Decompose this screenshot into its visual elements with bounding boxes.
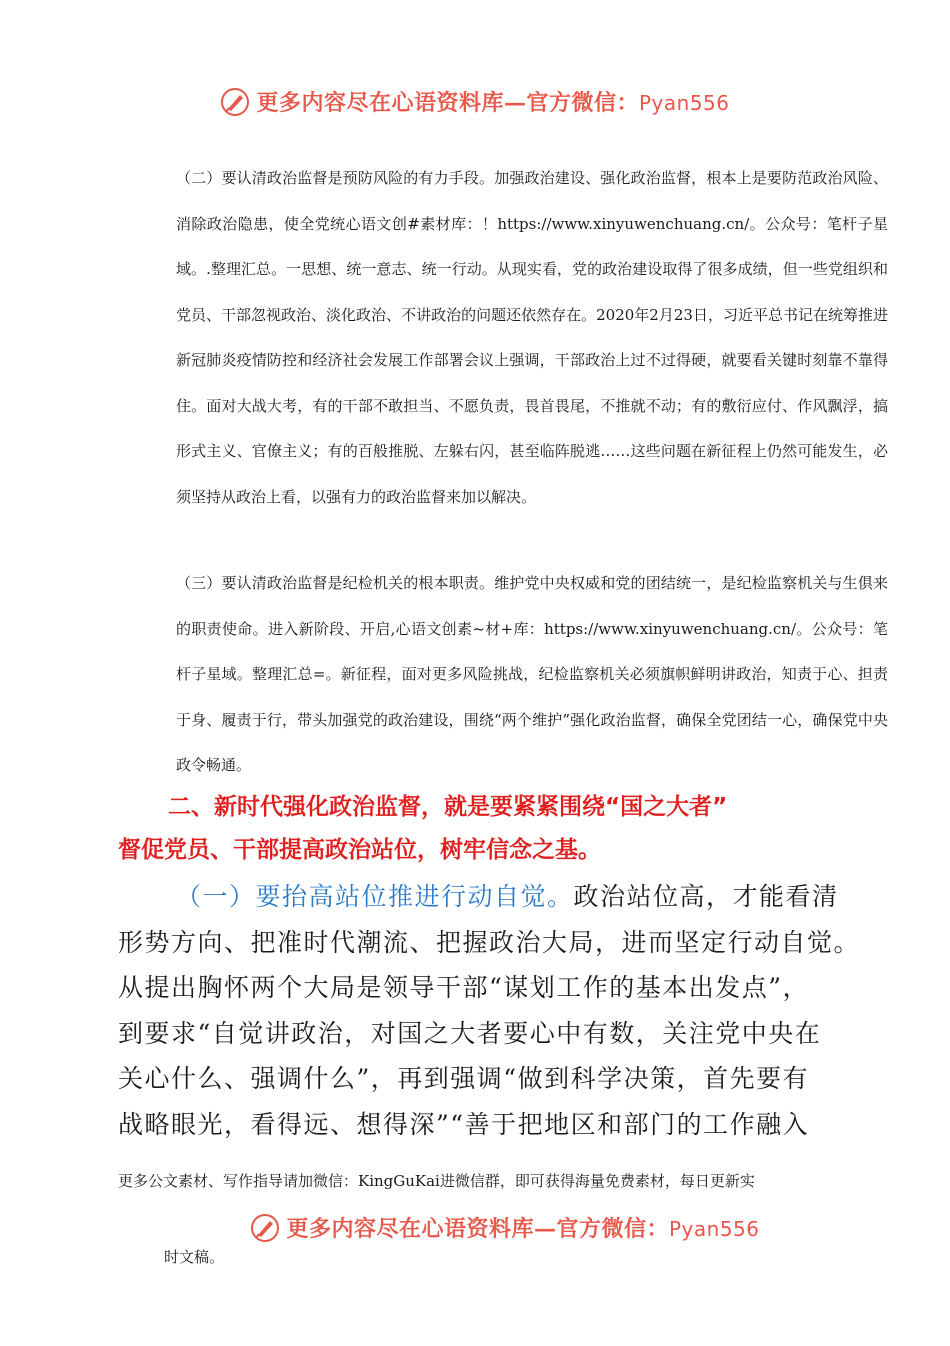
section-heading — [118, 786, 830, 872]
bottom-banner — [30, 1212, 950, 1243]
subheading: （一）要抬高站位推进行动自觉。 — [176, 882, 574, 911]
section-heading-line1: 二、新时代强化政治监督，就是要紧紧围绕“国之大者” — [168, 794, 728, 820]
footer-note-end: 时文稿。 — [164, 1248, 225, 1266]
pen-logo-icon — [250, 1213, 280, 1243]
body-line: 战略眼光，看得远、想得深”“善于把地区和部门的工作融入 — [118, 1109, 810, 1139]
body-line: 到要求“自觉讲政治，对国之大者要心中有数，关注党中央在 — [118, 1018, 822, 1048]
top-banner — [0, 86, 950, 117]
paragraph-three: （三）要认清政治监督是纪检机关的根本职责。维护党中央权威和党的团结统一，是纪检监察机关与生俱来的职责使命。进入新阶段、开启,心语文创素~材+库：https://www.xinyuwenchuang.cn/。公众号：笔杆子星域。整理汇总=。新征程，面对更多风险挑战，纪检监察机关必须旗帜鲜明讲政治，知责于心、担责于身、履责于行，带头加强党的政治建设，围绕“两个维护”强化政治监督，确保全党团结一心，确保党中央政令畅通。 — [176, 574, 888, 774]
body-line: 从提出胸怀两个大局是领导干部“谋划工作的基本出发点”， — [118, 973, 810, 1002]
banner-wechat: Pyan556 — [669, 1217, 760, 1241]
body-line: 关心什么、强调什么”，再到强调“做到科学决策，首先要有 — [118, 1064, 810, 1093]
body-line: 政治站位高，才能看清 — [573, 882, 839, 911]
banner-text: 更多内容尽在心语资料库—官方微信：Pyan556 — [286, 1216, 760, 1242]
banner-wechat: Pyan556 — [639, 91, 730, 115]
section-body — [118, 874, 861, 1147]
banner-text: 更多内容尽在心语资料库—官方微信：Pyan556 — [256, 90, 730, 116]
section-heading-line2: 督促党员、干部提高政治站位，树牢信念之基。 — [118, 837, 601, 863]
pen-logo-icon — [220, 87, 250, 117]
paragraph-two: （二）要认清政治监督是预防风险的有力手段。加强政治建设、强化政治监督，根本上是要防范政治风险、消除政治隐患，使全党统心语文创#素材库：！https://www.xinyuwenchuang.cn/。公众号：笔杆子星域。.整理汇总。一思想、统一意志、统一行动。从现实看，党的政治建设取得了很多成绩，但一些党组织和党员、干部忽视政治、淡化政治、不讲政治的问题还依然存在。2020年2月23日，习近平总书记在统筹推进新冠肺炎疫情防控和经济社会发展工作部署会议上强调，干部政治上过不过得硬，就要看关键时刻靠不靠得住。面对大战大考，有的干部不敢担当、不愿负责，畏首畏尾，不推就不动；有的敷衍应付、作风飘浮，搞形式主义、官僚主义；有的百般推脱、左躲右闪，甚至临阵脱逃……这些问题在新征程上仍然可能发生，必须坚持从政治上看，以强有力的政治监督来加以解决。 — [176, 169, 888, 506]
footer-note: 更多公文素材、写作指导请加微信：KingGuKai进微信群，即可获得海量免费素材，每日更新实 — [118, 1172, 755, 1190]
body-line: 形势方向、把准时代潮流、把握政治大局，进而坚定行动自觉。 — [118, 927, 861, 957]
